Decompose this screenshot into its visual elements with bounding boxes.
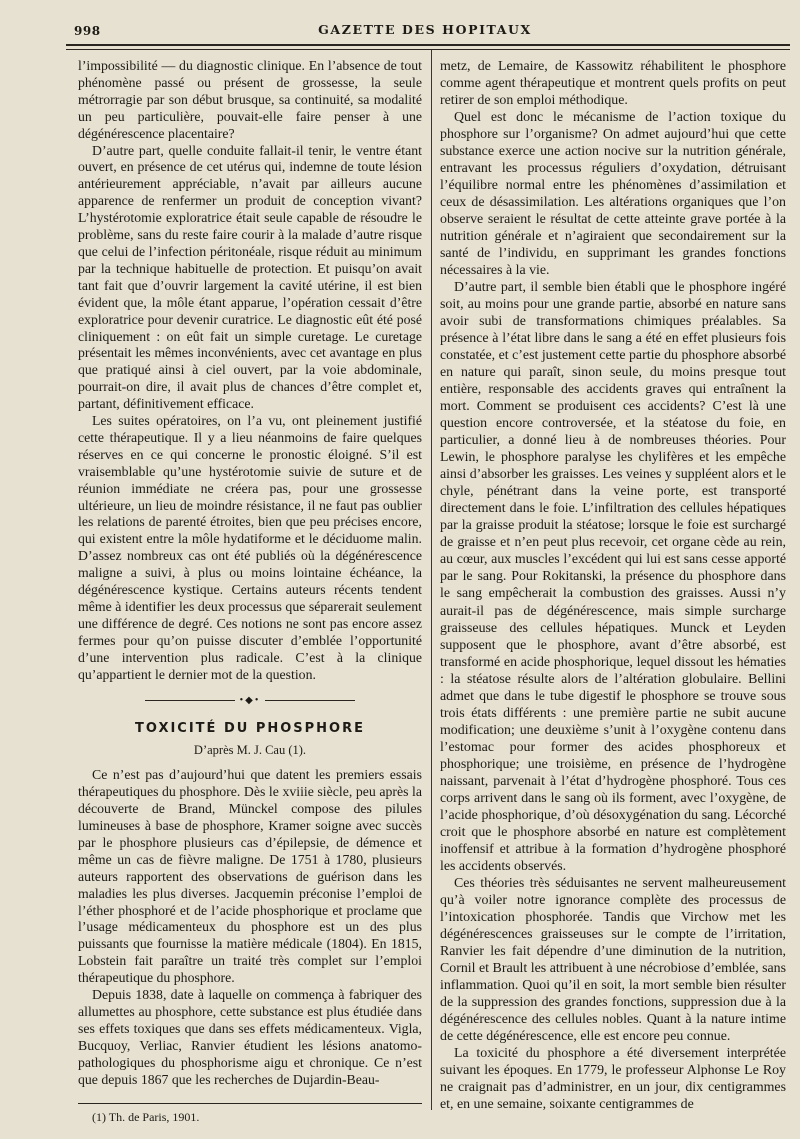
paragraph: l’impossibilité — du diagnostic clinique. En l’absence de tout phénomène passé ou présent de grossesse, la seule métrorragie par son début brusque, sa continuité, sa modalité un peu particulière, pouvait-elle faire penser à une dégénérescence placentaire? xyxy=(78,58,422,141)
paragraph: D’autre part, il semble bien établi que le phosphore ingéré soit, au moins pour une grande partie, absorbé en nature sans avoir subi de transformations chimiques préalables. Sa présence à l’état libre dans le sang a été en effet plusieurs fois constatée, et c’est justement cette partie du phosphore absorbé en nature qui paraît, sinon seule, du moins presque tout entière, responsable des accidents graves qui entraînent la mort. Comment se produisent ces accidents? C’est là une question encore controversée, et la stéatose du foie, en particulier, a donné lieu à de nombreuses théories. Pour Lewin, le phosphore paralyse les chylifères et les empêche ainsi d’absorber les graisses. Les veines y suppléent alors et le chyle, pénétrant dans la veine porte, est transporté directement dans le foie. L’infiltration des cellules hépatiques par la graisse produit la stéatose; lorsque le foie est surchargé de graisse et n’en peut plus recevoir, cet organe cède au rein, au cœur, aux muscles l’excédent qui lui est sans cesse apporté par le sang. Pour Rokitanski, la présence du phosphore dans le sang empêcherait la combustion des graisses. Aussi n’y aurait-il pas de dégénérescence, mais simple surcharge graisseuse des cellules hépatiques. Munck et Leyden supposent que le phosphore, avant d’être absorbé, est transformé en acide phosphorique, lequel dissout les hématies : la stéatose résulte alors de l’altération globulaire. Bellini admet que dans le tube digestif le phosphore se trouve sous trois états différents : une première partie ne subit aucune modification; une deuxième s’unit à l’oxygène contenu dans l’estomac pour former des acides phosphoreux et phosphorique; une troisième, en présence de l’hydrogène naissant, parvenait à l’état d’hydrogène phosphoré. Tous ces corps arrivent dans le sang où ils forment, avec l’oxygène, de l’acide phosphorique, d’où désoxygénation du sang. Lécorché croit que le phosphore absorbé en nature est complètement inoffensif et attribue à la formation d’hydrogène phosphoré les accidents observés. xyxy=(440,280,787,874)
paragraph: La toxicité du phosphore a été diversement interprétée suivant les époques. En 1779, le professeur Alphonse Le Roy ne craignait pas d’administrer, en un jour, dix centigrammes et, en une semaine, soixante centigrammes de xyxy=(440,1045,786,1112)
left-column xyxy=(78,58,422,1088)
footnote-rule xyxy=(78,1103,422,1104)
paragraph: Ce n’est pas d’aujourd’hui que datent les premiers essais thérapeutiques du phosphore. Dès le xviiie siècle, peu après la découverte de Brand, Münckel compose des pilules lumineuses à base de phosphore, Kramer soigne avec succès par le phosphore plusieurs cas d’épilepsie, de démence et même un cas de fièvre maligne. De 1751 à 1780, plusieurs auteurs rapportent des observations de guérison dans les maladies les plus diverses. Jacquemin préconise l’emploi de l’éther phosphoré et de l’acide phosphorique et proclame que l’usage médicamenteux du phosphore est un des plus puissants que fournisse la matière médicale (1804). En 1815, Lobstein fait paraître un traité très complet sur l’emploi thérapeutique du phosphore. xyxy=(78,767,422,986)
paragraph: D’autre part, quelle conduite fallait-il tenir, le ventre étant ouvert, en présence de cet utérus qui, indemne de toute lésion antérieurement appréciable, n’avait par ailleurs aucune apparence de renfermer un produit de conception vivant? L’hystérotomie exploratrice était seule capable de résoudre le problème, sans du reste faire courir à la malade d’autre risque que celui de l’infection péritonéale, risque réduit au minimum par la technique habituelle de protection. Et puisqu’on avait tant fait que d’ouvrir largement la cavité utérine, il est bien évident que, la môle étant apparue, l’opération cessait d’être exploratrice pour devenir curatrice. Le diagnostic eût été posé cliniquement : on eût fait un simple curetage. Le curetage présentait les mêmes inconvénients, avec cet avantage en plus que pratiqué ainsi à ciel ouvert, par la voie abdominale, pourrait-on dire, il avait plus de chances d’être complet et, partant, définitivement efficace. xyxy=(78,142,422,412)
section-separator: •◆• xyxy=(78,693,422,710)
paragraph: Quel est donc le mécanisme de l’action toxique du phosphore sur l’organisme? On admet aujourd’hui que cette substance exerce une action nocive sur la nutrition générale, entravant les processus réguliers d’oxydation, détruisant l’équilibre normal entre les phénomènes d’assimilation et ceux de désassimilation. Les altérations organiques que l’on observe seraient le résultat de cette atteinte grave portée à la nutrition générale et n’agiraient que secondairement sur la santé de l’individu, en supprimant les grandes fonctions nécessaires à la vie. xyxy=(440,110,786,279)
header-rule xyxy=(66,44,790,50)
page-header xyxy=(60,14,790,40)
right-column xyxy=(440,58,786,1113)
article-title: TOXICITÉ DU PHOSPHORE xyxy=(134,721,365,737)
column-divider xyxy=(431,50,432,1110)
paragraph: Depuis 1838, date à laquelle on commença à fabriquer des allumettes au phosphore, cette substance est plus étudiée dans ses effets toxiques que dans ses effets médicamenteux. Vigla, Bucquoy, Verliac, Ranvier étudient les lésions anatomo-pathologiques du phosphorisme aigu et chronique. Ce n’est que depuis 1867 que les recherches de Dujardin-Beau- xyxy=(78,987,422,1087)
article-byline: D’après M. J. Cau (1). xyxy=(193,743,307,758)
paragraph: Les suites opératoires, on l’a vu, ont pleinement justifié cette thérapeutique. Il y a lieu néanmoins de faire quelques réserves en ce qui concerne le pronostic éloigné. S’il est vraisemblable qu’une hystérotomie suivie de suture et de réunion immédiate ne créera pas, pour une grossesse ultérieure, un lieu de moindre résistance, il ne faut pas oublier les relations de parenté étroites, bien que peu précises encore, qui existent entre la môle hydatiforme et le déciduome malin. D’assez nombreux cas ont été publiés où la dégénérescence maligne a suivi, à plus ou moins lointaine échéance, la dégénérescence kystique. Certains auteurs récents tendent même à identifier les deux processus que séparerait seulement une différence de degré. Ces notions ne sont pas encore assez fermes pour qu’on puisse discuter d’emblée l’opportunité d’une intervention plus radicale. C’est à la clinique qu’appartient le dernier mot de la question. xyxy=(78,413,422,682)
journal-title: GAZETTE DES HOPITAUX xyxy=(318,22,532,37)
page-number: 998 xyxy=(74,24,101,38)
footnote: (1) Th. de Paris, 1901. xyxy=(92,1110,200,1124)
paragraph: metz, de Lemaire, de Kassowitz réhabilitent le phosphore comme agent thérapeutique et montrent quels profits on peut retirer de son emploi méthodique. xyxy=(440,59,786,109)
paragraph: Ces théories très séduisantes ne servent malheureusement qu’à voiler notre ignorance complète des processus de l’intoxication phosphorée. Tandis que Virchow met les dégénérescences graisseuses sur le compte de l’irritation, Ranvier les fait dépendre d’une diminution de la nutrition, Cornil et Brault les attribuent à une nécrobiose d’emblée, sans inflammation. Quoi qu’il en soit, la mort semble bien résulter de la suppression des grandes fonctions, suppression due à la dégénérescence des cellules nobles. Quant à la nature intime de cette dégénérescence, elle est encore peu connue. xyxy=(440,875,786,1044)
